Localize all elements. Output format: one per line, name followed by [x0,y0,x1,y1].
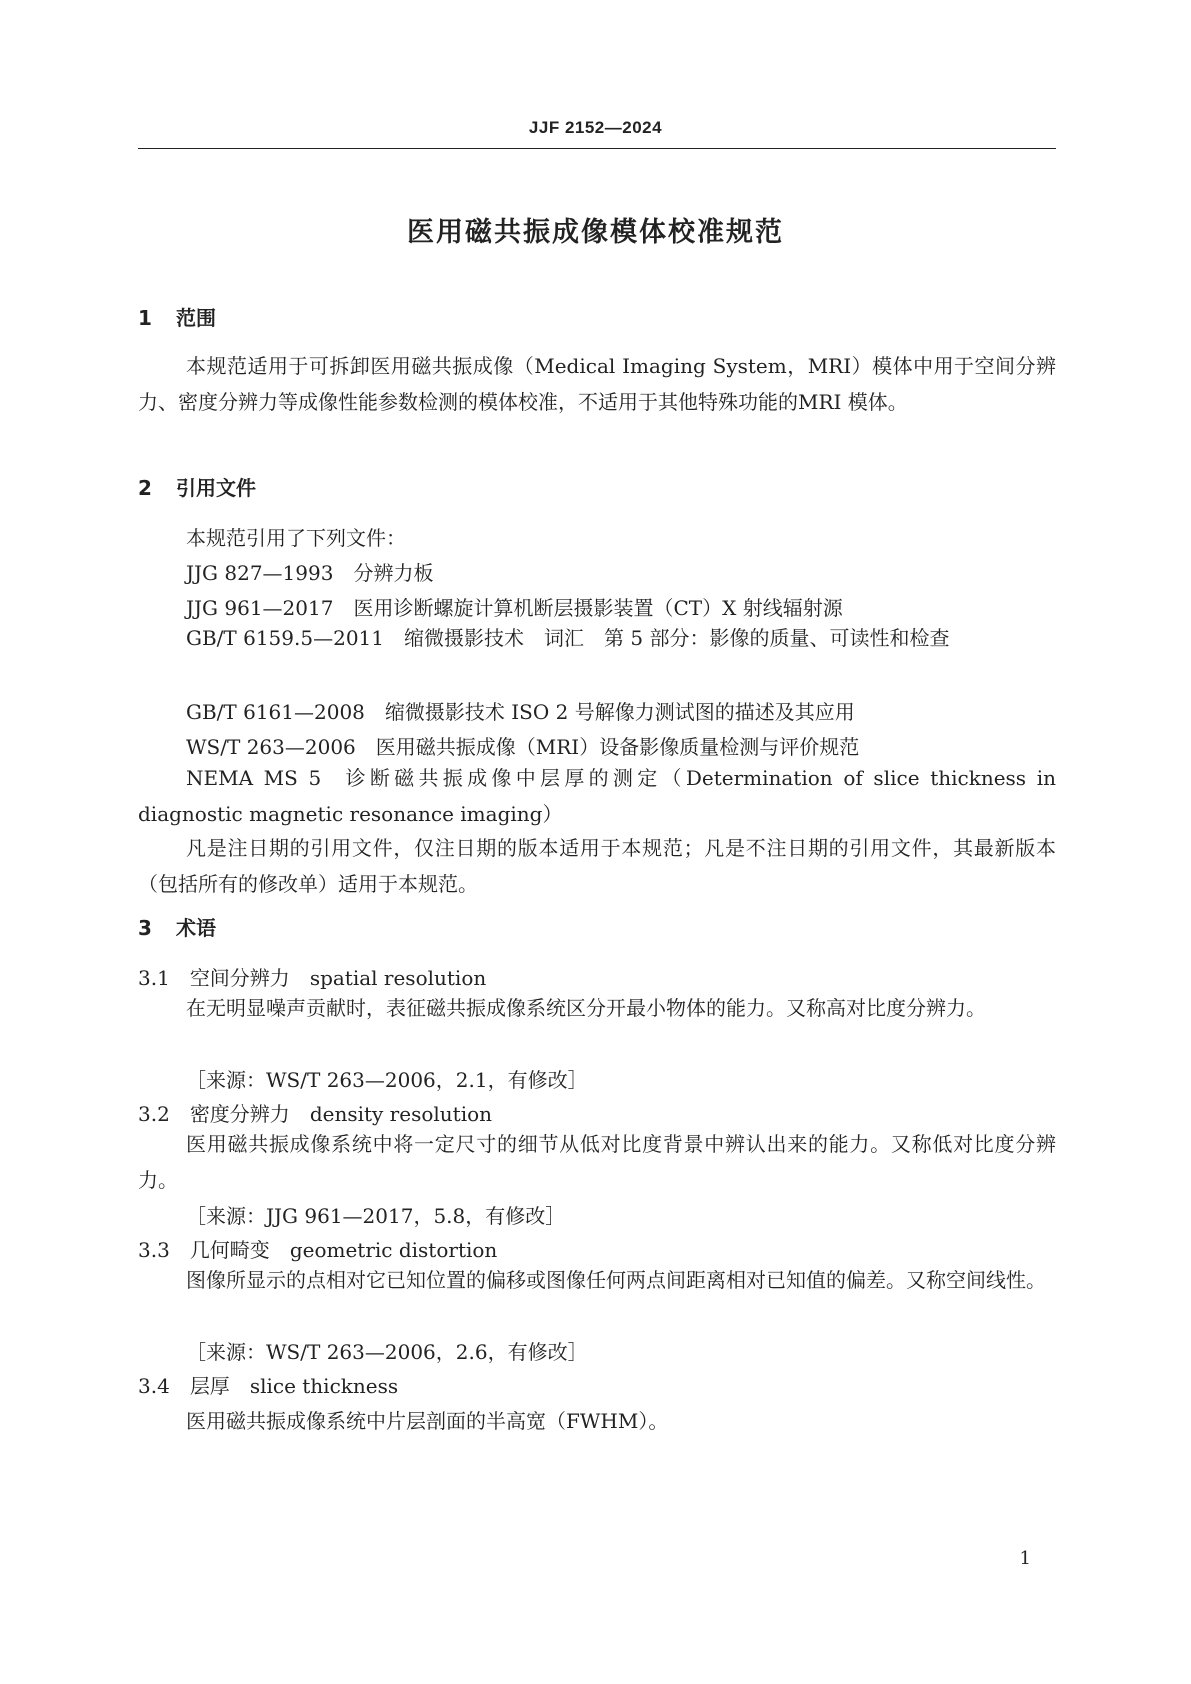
section-title: 引用文件 [176,476,256,500]
section-number: 3 [138,916,152,940]
header-rule [138,148,1056,149]
term-english: geometric distortion [289,1238,498,1262]
section-title: 范围 [176,306,216,330]
term-heading [138,1234,497,1263]
section-heading-scope [138,302,216,331]
reference-title: 诊断磁共振成像中层厚的测定（Determination of slice thickness in diagnostic magnetic resonance imaging） [138,766,1057,826]
term-number: 3.3 [138,1238,170,1262]
term-source: ［来源：JJG 961—2017，5.8，有修改］ [186,1204,566,1228]
term-english: density resolution [309,1102,493,1126]
term-number: 3.2 [138,1102,170,1126]
term-source: ［来源：WS/T 263—2006，2.1，有修改］ [186,1068,588,1092]
document-title: 医用磁共振成像模体校准规范 [407,217,784,248]
reference-title: 分辨力板 [353,561,434,585]
section-title: 术语 [176,916,216,940]
reference-item [138,620,1056,656]
term-chinese: 几何畸变 [189,1238,270,1262]
term-chinese: 层厚 [189,1374,230,1398]
page-number: 1 [1019,1548,1031,1569]
term-heading [138,1370,398,1399]
reference-item [186,592,843,621]
section-number: 1 [138,306,152,330]
term-english: spatial resolution [309,966,487,990]
reference-code: NEMA MS 5 [186,766,322,790]
term-heading [138,962,486,991]
scope-paragraph: 本规范适用于可拆卸医用磁共振成像（Medical Imaging System，MRI）模体中用于空间分辨力、密度分辨力等成像性能参数检测的模体校准，不适用于其他特殊功能的MRI 模体。 [138,354,1056,414]
references-note: 凡是注日期的引用文件，仅注日期的版本适用于本规范；凡是不注日期的引用文件，其最新版本（包括所有的修改单）适用于本规范。 [138,836,1056,896]
term-number: 3.1 [138,966,170,990]
term-definition: 医用磁共振成像系统中片层剖面的半高宽（FWHM）。 [186,1409,669,1433]
term-number: 3.4 [138,1374,170,1398]
reference-code: WS/T 263—2006 [186,735,356,759]
reference-title: 医用磁共振成像（MRI）设备影像质量检测与评价规范 [375,735,860,759]
term-chinese: 空间分辨力 [189,966,290,990]
term-source: ［来源：WS/T 263—2006，2.6，有修改］ [186,1340,588,1364]
reference-code: JJG 827—1993 [186,561,334,585]
term-chinese: 密度分辨力 [189,1102,290,1126]
reference-code: JJG 961—2017 [186,596,334,620]
term-definition: 医用磁共振成像系统中将一定尺寸的细节从低对比度背景中辨认出来的能力。又称低对比度分辨力。 [138,1132,1056,1192]
reference-item [138,760,1056,832]
section-heading-terms [138,912,216,941]
reference-code: GB/T 6159.5—2011 [186,626,384,650]
reference-title: 医用诊断螺旋计算机断层摄影装置（CT）X 射线辐射源 [353,596,843,620]
term-definition: 图像所显示的点相对它已知位置的偏移或图像任何两点间距离相对已知值的偏差。又称空间线性。 [186,1268,1046,1292]
section-heading-references [138,472,256,501]
reference-item [186,557,433,586]
reference-item [186,696,855,725]
reference-title: 缩微摄影技术 词汇 第 5 部分：影像的质量、可读性和检查 [404,626,950,650]
section-number: 2 [138,476,152,500]
document-code-header: JJF 2152—2024 [528,118,663,137]
term-heading [138,1098,492,1127]
reference-item [186,731,859,760]
reference-code: GB/T 6161—2008 [186,700,365,724]
references-intro: 本规范引用了下列文件： [186,526,406,550]
term-english: slice thickness [249,1374,399,1398]
term-definition: 在无明显噪声贡献时，表征磁共振成像系统区分开最小物体的能力。又称高对比度分辨力。 [186,996,986,1020]
reference-title: 缩微摄影技术 ISO 2 号解像力测试图的描述及其应用 [384,700,855,724]
